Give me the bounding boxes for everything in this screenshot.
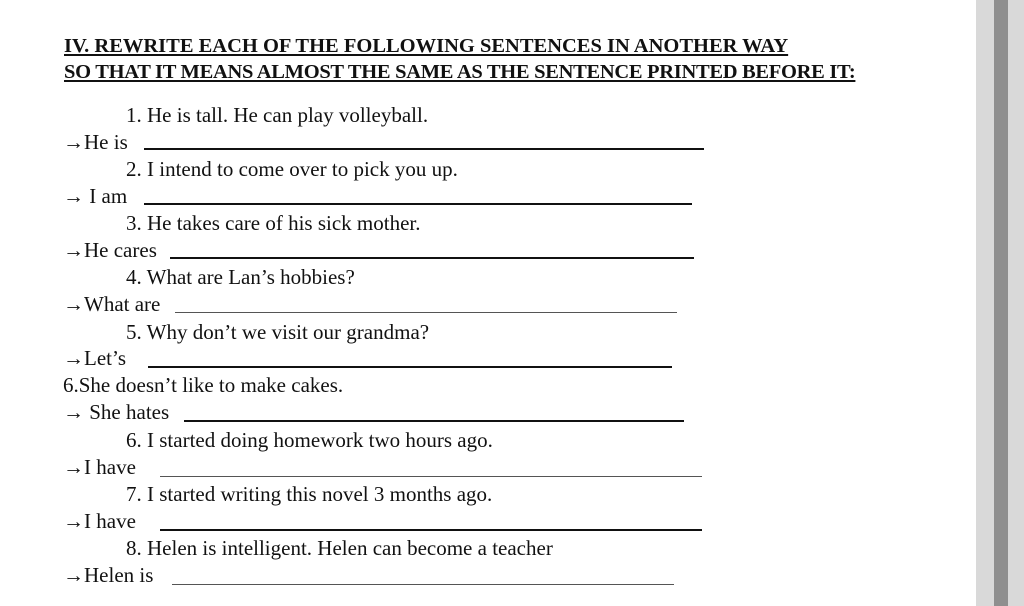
answer-prompt-3: →He cares — [63, 238, 157, 262]
answer-prompt-6: → She hates — [63, 400, 170, 424]
heading-line-1: IV. REWRITE EACH OF THE FOLLOWING SENTENCES IN ANOTHER WAY — [64, 35, 789, 57]
question-9: 8. Helen is intelligent. Helen can become a teacher — [126, 536, 553, 560]
question-3: 3. He takes care of his sick mother. — [126, 211, 421, 235]
question-6: 6.She doesn’t like to make cakes. — [63, 373, 344, 397]
answer-blank-6[interactable] — [184, 420, 684, 422]
answer-prompt-7: →I have — [63, 455, 136, 479]
question-8: 7. I started writing this novel 3 months ago. — [126, 482, 493, 506]
question-7: 6. I started doing homework two hours ago. — [126, 428, 493, 452]
answer-blank-1[interactable] — [144, 148, 704, 150]
answer-blank-8[interactable] — [160, 529, 702, 531]
section-heading — [64, 33, 904, 85]
answer-blank-2[interactable] — [144, 203, 692, 205]
question-1: 1. He is tall. He can play volleyball. — [126, 103, 429, 127]
answer-blank-3[interactable] — [170, 257, 694, 259]
answer-prompt-8: →I have — [63, 509, 136, 533]
answer-prompt-5: →Let’s — [63, 346, 126, 370]
answer-prompt-1: →He is — [63, 130, 128, 154]
answer-prompt-4: →What are — [63, 292, 161, 316]
answer-prompt-9: →Helen is — [63, 563, 154, 587]
answer-blank-5[interactable] — [148, 366, 672, 368]
question-2: 2. I intend to come over to pick you up. — [126, 157, 458, 181]
question-4: 4. What are Lan’s hobbies? — [126, 265, 355, 289]
answer-blank-9[interactable] — [172, 584, 674, 585]
scrollbar-thumb[interactable] — [994, 0, 1008, 606]
answer-blank-7[interactable] — [160, 476, 702, 477]
answer-prompt-2: → I am — [63, 184, 128, 208]
question-5: 5. Why don’t we visit our grandma? — [126, 320, 430, 344]
vertical-scrollbar[interactable] — [976, 0, 1024, 606]
heading-line-2: SO THAT IT MEANS ALMOST THE SAME AS THE SENTENCE PRINTED BEFORE IT: — [64, 61, 856, 83]
answer-blank-4[interactable] — [175, 312, 677, 313]
